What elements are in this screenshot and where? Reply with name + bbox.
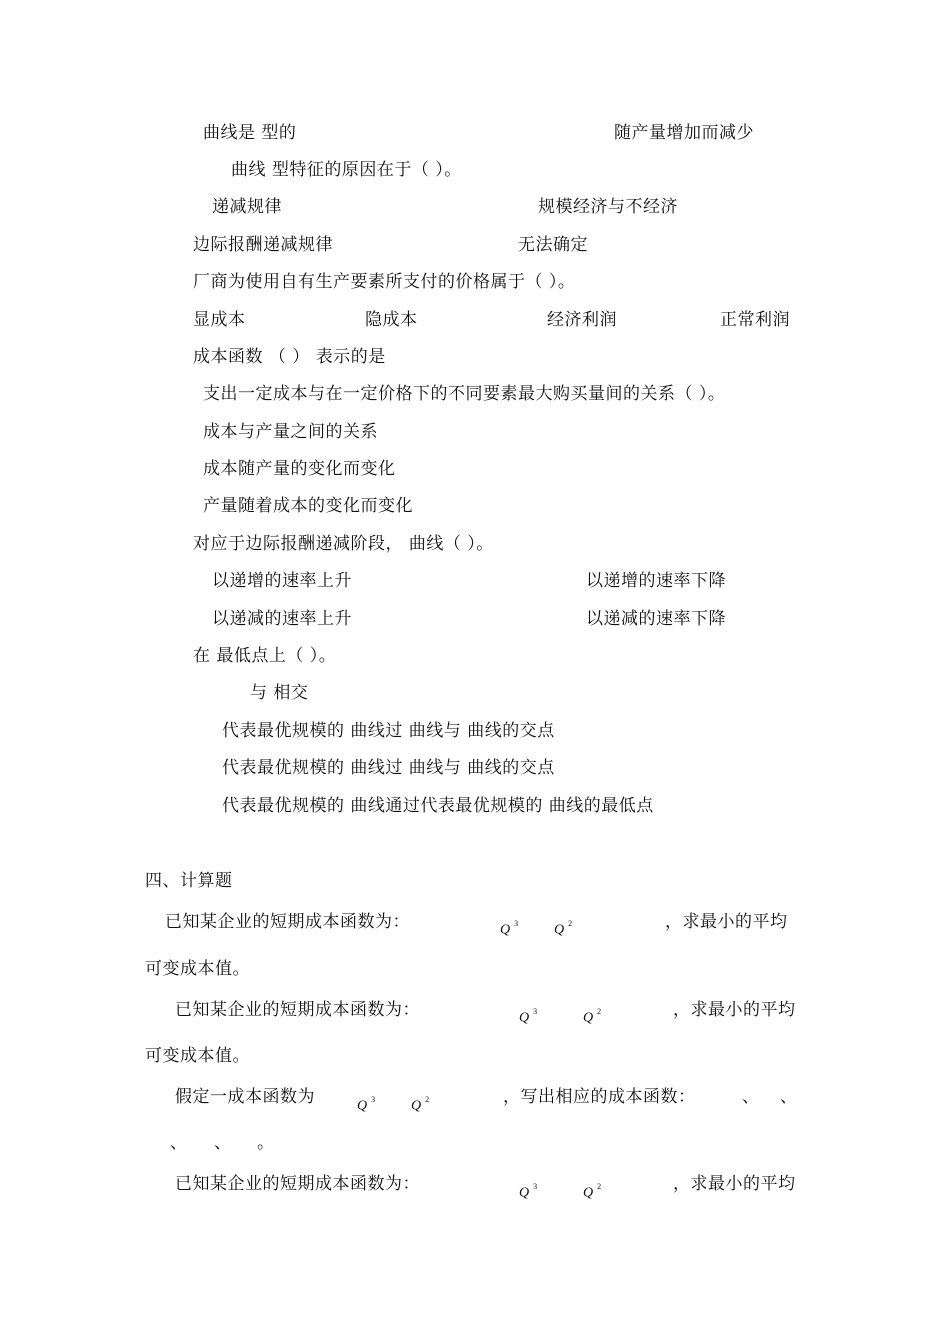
option-c: 成本随产量的变化而变化 [203, 459, 396, 479]
option-explicit-cost: 显成本 [193, 310, 246, 330]
option-b: 成本与产量之间的关系 [203, 422, 378, 442]
calc-4-tail: ，求最小的平均 [673, 1174, 796, 1194]
question-curve-shape: 曲线 型特征的原因在于（ ）。 [231, 160, 462, 180]
q-squared-term: Q $^2$ [583, 1182, 602, 1201]
q-squared-term: Q $^2$ [411, 1095, 430, 1114]
option-d: 无法确定 [518, 235, 588, 255]
enumeration-comma: 、 [742, 1087, 760, 1107]
question-implicit-cost: 厂商为使用自有生产要素所支付的价格属于（ ）。 [193, 272, 576, 292]
question-diminishing-returns: 对应于边际报酬递减阶段， 曲线（ ）。 [193, 534, 494, 554]
question-minimum-point: 在 最低点上（ ）。 [193, 646, 337, 666]
option-c: 代表最优规模的 曲线过 曲线与 曲线的交点 [222, 758, 555, 778]
line-1-left: 曲线是 型的 [203, 123, 297, 143]
q-cubed-term: Q $^3$ [357, 1095, 376, 1114]
calc-2-text: 已知某企业的短期成本函数为： [175, 1000, 420, 1020]
calc-2-continuation: 可变成本值。 [145, 1046, 250, 1066]
line-1-right: 随产量增加而减少 [614, 123, 754, 143]
question-cost-function: 成本函数 （ ） 表示的是 [193, 347, 386, 367]
section-heading: 四、计算题 [145, 871, 233, 891]
option-d: 产量随着成本的变化而变化 [203, 496, 413, 516]
calc-1-tail: ，求最小的平均 [665, 912, 788, 932]
option-b: 以递增的速率下降 [586, 571, 726, 591]
enumeration-comma: 、 [780, 1087, 798, 1107]
calc-3-tail: ，写出相应的成本函数： [503, 1087, 696, 1107]
option-a: 与 相交 [250, 683, 309, 703]
calc-2-tail: ，求最小的平均 [673, 1000, 796, 1020]
option-b: 代表最优规模的 曲线过 曲线与 曲线的交点 [222, 721, 555, 741]
option-d: 代表最优规模的 曲线通过代表最优规模的 曲线的最低点 [222, 796, 654, 816]
enumeration-comma: 、 [214, 1133, 232, 1153]
option-b: 规模经济与不经济 [538, 197, 678, 217]
calc-3-text: 假定一成本函数为 [175, 1087, 315, 1107]
calc-1-text: 已知某企业的短期成本函数为： [165, 912, 410, 932]
q-cubed-term: Q $^3$ [519, 1007, 538, 1026]
calc-1-continuation: 可变成本值。 [145, 959, 250, 979]
option-c: 以递减的速率上升 [212, 609, 352, 629]
option-d: 以递减的速率下降 [586, 609, 726, 629]
option-c: 边际报酬递减规律 [193, 235, 333, 255]
q-squared-term: Q $^2$ [554, 919, 573, 938]
option-a: 递减规律 [212, 197, 282, 217]
enumeration-comma: 、 [170, 1133, 188, 1153]
enumeration-period: 。 [257, 1133, 275, 1153]
q-cubed-term: Q $^3$ [519, 1182, 538, 1201]
option-implicit-cost: 隐成本 [365, 310, 418, 330]
option-normal-profit: 正常利润 [720, 310, 790, 330]
option-a: 以递增的速率上升 [212, 571, 352, 591]
calc-4-text: 已知某企业的短期成本函数为： [175, 1174, 420, 1194]
q-squared-term: Q $^2$ [583, 1007, 602, 1026]
option-economic-profit: 经济利润 [547, 310, 617, 330]
q-cubed-term: Q $^3$ [500, 919, 519, 938]
option-a: 支出一定成本与在一定价格下的不同要素最大购买量间的关系（ ）。 [203, 384, 726, 404]
